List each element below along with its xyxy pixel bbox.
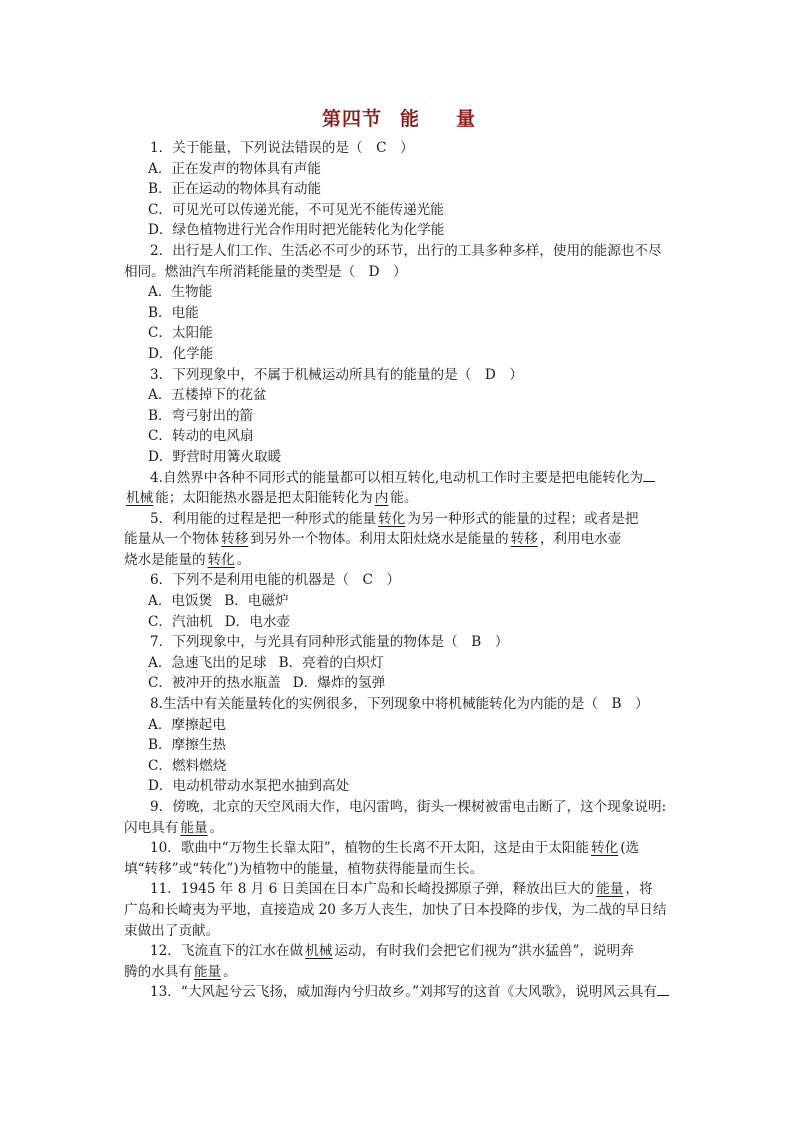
question-10-text: 10．歌曲中“万物生长靠太阳”，植物的生长离不开太阳，这是由于太阳能 bbox=[150, 840, 590, 857]
title-char-1: 能 bbox=[399, 108, 420, 130]
question-13-text: 13．“大风起兮云飞扬，威加海内兮归故乡。”刘邦写的这首《大风歌》，说明风云具有 bbox=[150, 984, 657, 1001]
blank-underline bbox=[643, 469, 655, 482]
question-12-text: 腾的水具有 bbox=[124, 963, 192, 980]
question-5-line-2 bbox=[124, 529, 674, 550]
title-char-2: 量 bbox=[456, 108, 477, 130]
question-4-line-2 bbox=[124, 488, 674, 509]
question-11-line-1 bbox=[124, 879, 674, 900]
question-12-text: 运动，有时我们会把它们视为“洪水猛兽”，说明奔 bbox=[334, 943, 634, 960]
question-6-option-a: A．电饭煲 bbox=[148, 593, 213, 610]
question-3-option-d: ‌D．野营时用篝火取暖 bbox=[148, 448, 282, 465]
question-2-option-a: ‌A．生物能 bbox=[148, 284, 213, 301]
question-8-stem: 8.生活中有关能量转化的实例很多，下列现象中将机械能转化为内能的是（ B ） bbox=[150, 696, 649, 713]
question-12-line-1 bbox=[124, 941, 674, 962]
answer-blank: 内 bbox=[374, 490, 389, 507]
question-11-text: 11．1945 年 8 月 6 日美国在日本广岛和长崎投掷原子弹，释放出巨大的 bbox=[150, 881, 595, 898]
question-3-option-b: ‌B．弯弓射出的箭 bbox=[148, 407, 254, 424]
question-5-text: 5．利用能的过程是把一种形式的能量 bbox=[150, 510, 377, 527]
question-3-stem: 3．下列现象中，不属于机械运动所具有的能量的是（ D ） bbox=[150, 366, 523, 383]
question-6-option-c: C．汽油机 bbox=[148, 613, 213, 630]
answer-blank: 转移 bbox=[221, 531, 249, 548]
question-11-text: ，将 bbox=[625, 881, 653, 898]
question-7-options-row-2 bbox=[124, 673, 674, 694]
question-4-text-2: 能；太阳能热水器是把太阳能转化为 bbox=[155, 490, 373, 507]
question-9-line-1: 9．傍晚，北京的天空风雨大作，电闪雷鸣，街头一棵树被雷电击断了，这个现象说明: bbox=[150, 799, 667, 815]
question-5-text: 为另一种形式的能量的过程；或者是把 bbox=[407, 510, 639, 527]
answer-blank: 能量 bbox=[596, 881, 624, 898]
question-13-line-1 bbox=[124, 982, 674, 1003]
question-9-text: 闪电具有 bbox=[124, 819, 179, 836]
question-1-option-a: ‌A．正在发声的物体具有声能 bbox=[148, 160, 321, 177]
question-4-text-1: 4.自然界中各种不同形式的能量都可以相互转化,电动机工作时主要是把电能转化为 bbox=[150, 469, 644, 486]
question-8-option-b: B．摩擦生热 bbox=[148, 737, 226, 754]
question-9-text: 。 bbox=[209, 819, 224, 836]
question-6-option-d: D．电水壶 bbox=[224, 613, 291, 630]
page-title bbox=[124, 104, 674, 131]
question-7-option-d: D．爆炸的氢弹 bbox=[292, 675, 386, 692]
question-7-options-row-1 bbox=[124, 653, 674, 674]
question-5-text: 能量从一个物体 bbox=[124, 531, 220, 548]
question-1-option-b: ‌B．正在运动的物体具有动能 bbox=[148, 181, 322, 198]
question-6-stem: 6．下列不是利用电能的机器是（ C ） bbox=[150, 572, 401, 589]
answer-blank: 机械 bbox=[126, 490, 154, 507]
question-9-line-2 bbox=[124, 818, 674, 839]
answer-blank: 转化 bbox=[378, 510, 406, 527]
question-10-line-2: 填“转移”或“转化”)为植物中的能量，植物获得能量而生长。 bbox=[124, 860, 484, 877]
title-section: 第四节 bbox=[321, 108, 382, 130]
question-6-option-b: B．电磁炉 bbox=[224, 593, 289, 610]
question-1-option-c: ‌C．可见光可以传递光能，不可见光不能传递光能 bbox=[148, 201, 444, 218]
question-7-option-b: B．亮着的白炽灯 bbox=[278, 654, 384, 671]
question-10-text: (选 bbox=[620, 840, 640, 857]
question-1-option-d: ‌D．绿色植物进行光合作用时把光能转化为化学能 bbox=[148, 222, 445, 239]
question-7-option-a: A．急速飞出的足球 bbox=[148, 654, 267, 671]
question-6-options-row-2 bbox=[124, 612, 674, 633]
question-3-option-a: ‌A．五楼掉下的花盆 bbox=[148, 387, 267, 404]
question-1-stem: 1．关于能量，下列说法错误的是（ C ） bbox=[150, 140, 414, 156]
question-7-stem: 7．下列现象中，与光具有同种形式能量的物体是（ B ） bbox=[150, 634, 509, 651]
question-5-text: 烧水是能量的 bbox=[124, 551, 206, 568]
question-8-option-a: A．摩擦起电 bbox=[148, 716, 226, 733]
blank-underline bbox=[657, 983, 669, 996]
question-12-text: 。 bbox=[223, 963, 237, 980]
question-12-line-2 bbox=[124, 962, 674, 983]
question-5-text: 。 bbox=[236, 551, 251, 568]
question-5-text: ，利用电水壶 bbox=[539, 531, 622, 548]
question-4-text-3: 能。 bbox=[390, 490, 418, 507]
question-4-line-1 bbox=[124, 468, 674, 489]
question-3-option-c: ‌C．转动的电风扇 bbox=[148, 428, 254, 445]
answer-blank: 转化 bbox=[207, 551, 235, 568]
question-5-line-1 bbox=[124, 509, 674, 530]
question-6-options-row-1 bbox=[124, 591, 674, 612]
question-8-option-c: C．燃料燃烧 bbox=[148, 757, 227, 774]
question-5-line-3 bbox=[124, 550, 674, 571]
answer-blank: 能量 bbox=[193, 963, 222, 980]
answer-blank: 能量 bbox=[180, 819, 208, 836]
question-12-text: 12．飞流直下的江水在做 bbox=[150, 943, 304, 960]
question-11-line-3: 束做出了贡献。 bbox=[124, 922, 220, 939]
answer-blank: 机械 bbox=[305, 943, 333, 960]
question-8-option-d: D．电动机带动水泵把水抽到高处 bbox=[148, 778, 350, 795]
question-7-option-c: C．被冲开的热水瓶盖 bbox=[148, 675, 281, 692]
answer-blank: 转化 bbox=[591, 840, 619, 857]
answer-blank: 转移 bbox=[510, 531, 538, 548]
question-10-line-1 bbox=[124, 838, 674, 859]
question-2-option-d: ‌D．化学能 bbox=[148, 345, 214, 362]
question-2-stem: 2．出行是人们工作、生活必不可少的环节，出行的工具多种多样，使用的能源也不尽 bbox=[150, 242, 662, 259]
question-2-option-c: ‌C．太阳能 bbox=[148, 325, 213, 342]
question-2-option-b: ‌B．电能 bbox=[148, 304, 199, 321]
question-list bbox=[124, 138, 674, 1003]
question-2-stem-cont: 相同。燃油汽车所消耗能量的类型是（ D ） bbox=[124, 263, 407, 280]
question-11-line-2: 广岛和长崎夷为平地，直接造成 20 多万人丧生，加快了日本投降的步伐，为二战的早日结 bbox=[124, 901, 667, 918]
question-5-text: 到另外一个物体。利用太阳灶烧水是能量的 bbox=[250, 531, 509, 548]
